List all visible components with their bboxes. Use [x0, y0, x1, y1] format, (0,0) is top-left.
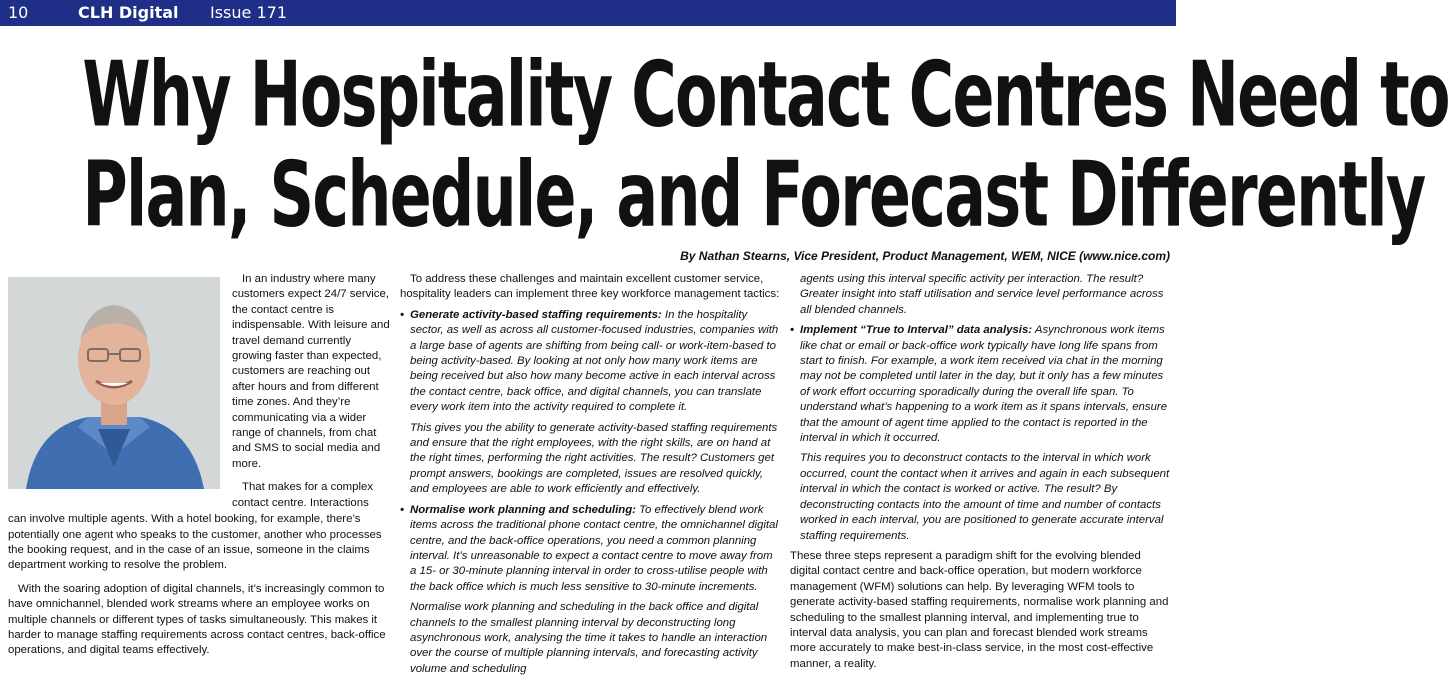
- column-3: [790, 272, 1170, 677]
- publication-name: CLH Digital: [78, 3, 179, 22]
- bullet-activity-text: In the hospitality sector, as well as across all customer-focused industries, companies with a large base of agents are shifting from being call- or work-item-based to being activity-based. By looking at not only how many work items are being received but also how many become active in each interval across the contact centre, back office, and digital channels, you can translate every work item into the activity required to complete it.: [410, 308, 779, 414]
- bullet-normalise-text: To effectively blend work items across the traditional phone contact centre, the omnichannel digital centre, and the back-office operations, you need a common planning interval. It’s unreasonable to expect a contact centre to move away from a 15- or 30-minute planning interval in order to cross-utilise people with the back office which is much less sensitive to 30-minute increments.: [410, 503, 778, 593]
- paragraph-complex-start: That makes for a complex contact centre. Interactions: [232, 481, 374, 509]
- column-2: [400, 272, 782, 682]
- headline-line-1: Why Hospitality Contact Centres Need to: [82, 41, 1449, 147]
- headline-line-2: Plan, Schedule, and Forecast Differently: [82, 141, 1425, 247]
- paragraph-normalise-result: agents using this interval specific activity per interaction. The result? Greater insight into staff utilisation and service level performance across all blended channels.: [800, 273, 1164, 316]
- header-bar: [0, 0, 1176, 26]
- bullet-normalise-heading: Normalise work planning and scheduling:: [410, 503, 636, 516]
- bullet-interval-text: Asynchronous work items like chat or email or back-office work typically have long life spans from start to finish. For example, a work item received via chat in the morning may not be completed until later in the day, but it only has a few minutes of work effort occurring sporadically during the overall life span. To understand what’s happening to a work item as it spans intervals, ensure that the amount of agent time applied to the contact is reported in the interval in which it occurred.: [800, 324, 1168, 445]
- column-1-wrap: [232, 272, 391, 511]
- bullet-interval-heading: Implement “True to Interval” data analysis:: [800, 324, 1033, 337]
- paragraph-normalise-detail: Normalise work planning and scheduling in the back office and digital channels to the smallest planning interval by deconstructing long asynchronous work, analysing the time it takes to handle an interaction over the course of multiple planning intervals, and forecasting activity volume and scheduling: [410, 601, 768, 675]
- byline: By Nathan Stearns, Vice President, Product Management, WEM, NICE (www.nice.com): [680, 249, 1170, 263]
- paragraph-intro: In an industry where many customers expect 24/7 service, the contact centre is indispensable. With leisure and travel demand currently growing faster than expected, customers are reaching out after hours and from different time zones. And they’re communicating via a wider range of channels, from chat and SMS to social media and more.: [232, 273, 390, 470]
- paragraph-closing: These three steps represent a paradigm shift for the evolving blended digital contact centre and back-office operation, but modern workforce management (WFM) solutions can help. By leveraging WFM tools to generate activity-based staffing requirements, normalise work planning and scheduling to the smallest planning interval, and implementing true to interval data analysis, you can plan and forecast blended work streams more accurately to make best-in-class service, in the most cost-effective manner, a reality.: [790, 549, 1169, 670]
- paragraph-activity-result: This gives you the ability to generate activity-based staffing requirements and ensure that the right employees, with the right skills, are on hand at the right times, performing the right activities. The result? Customers get prompt answers, bookings are completed, issues are resolved quickly, and employees are able to work efficiently and effectively.: [410, 421, 778, 496]
- paragraph-interval-result: This requires you to deconstruct contacts to the interval in which work occurred, count the contact when it arrives and again in each subsequent interval in which the contact is worked or active. The result? By deconstructing contacts into the amount of time and number of contacts worked in each interval, you are positioned to generate accurate interval staffing requirements.: [800, 452, 1170, 542]
- column-1: [8, 272, 391, 664]
- bullet-activity-staffing: [400, 308, 782, 416]
- bullet-activity-heading: Generate activity-based staffing requirements:: [410, 308, 662, 321]
- page-number: 10: [8, 3, 29, 22]
- paragraph-tactics-intro: To address these challenges and maintain excellent customer service, hospitality leaders can implement three key workforce management tactics:: [400, 273, 780, 301]
- bullet-true-to-interval: [790, 323, 1170, 446]
- bullet-normalise-planning: [400, 503, 782, 595]
- issue-number: Issue 171: [210, 3, 287, 22]
- paragraph-complex-cont: can involve multiple agents. With a hotel booking, for example, there’s potentially one agent who speaks to the customer, another who processes the booking request, and in the case of an issue, someone in the claims department working to resolve the problem.: [8, 513, 382, 572]
- paragraph-digital-channels: With the soaring adoption of digital channels, it’s increasingly common to have omnichannel, blended work streams where an employee works on multiple channels or different types of tasks simultaneously. This makes it harder to manage staffing requirements across contact centres, back-office operations, and digital teams effectively.: [8, 582, 386, 657]
